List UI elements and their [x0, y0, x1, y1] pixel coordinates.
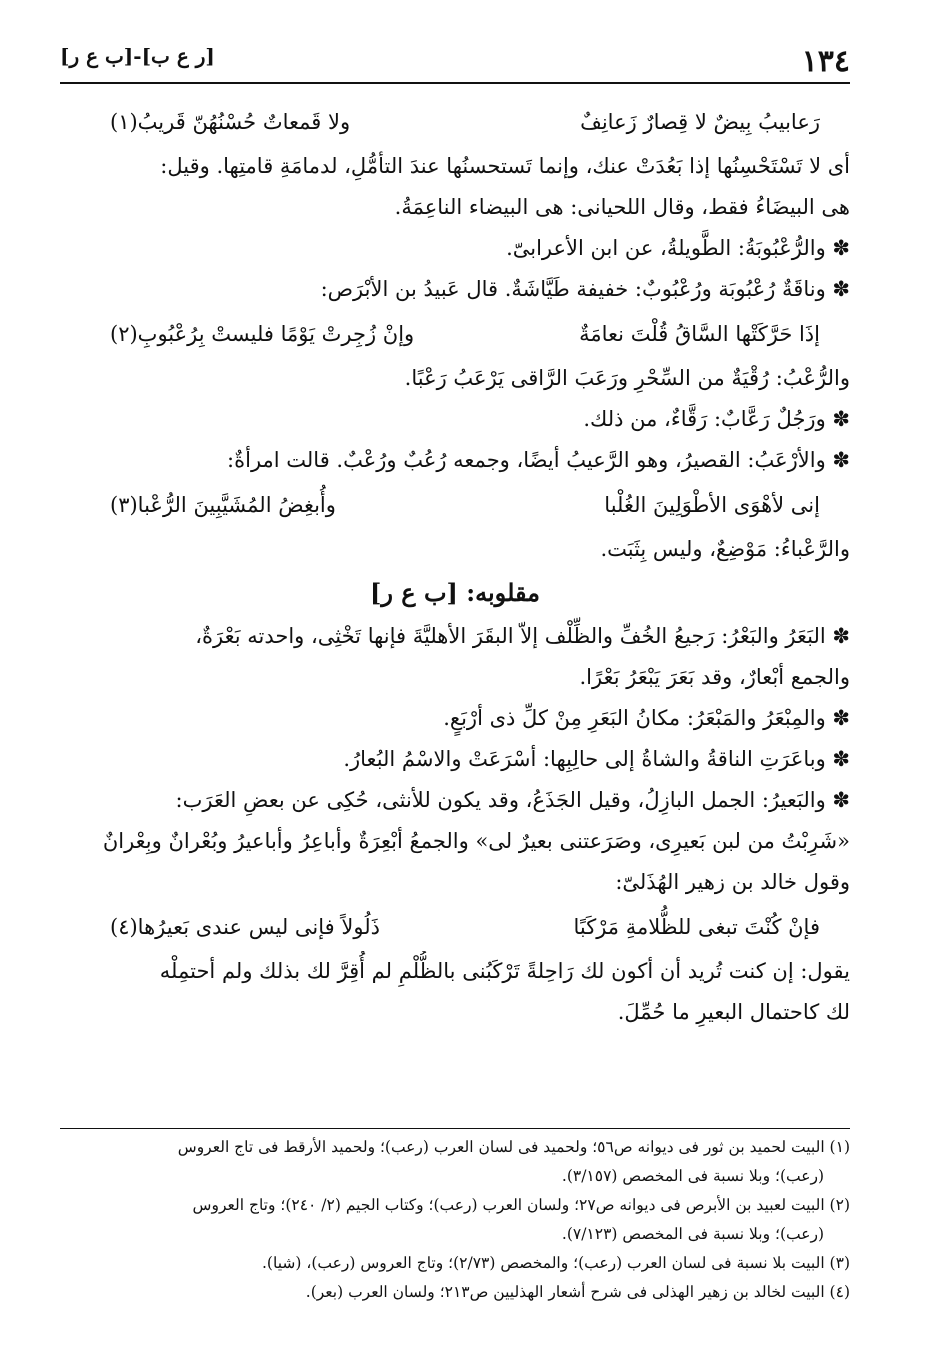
verse-second-hemistich: ولا قَمعاتٌ حُسْنُهُنّ قَريبُ(١) — [110, 110, 351, 134]
page-number: ١٣٤ — [801, 44, 850, 79]
text-line: والرَّعْباءُ: مَوْضِعٌ، وليس بِثَبَت. — [600, 537, 850, 561]
text-line: ✽ والرُّعْبُوبَةُ: الطَّويلةُ، عن ابن الأعرابىّ. — [506, 236, 850, 260]
footnote: (٢) البيت لعبيد بن الأبرص فى ديوانه ص٢٧؛ ولسان العرب (رعب)؛ وكتاب الجيم (٢/ ٢٤٠)؛ وتاج العروس — [192, 1196, 850, 1214]
running-head: [ر ع ب]-[ب ع ر] — [60, 44, 215, 68]
footnote-continuation: (رعب)؛ وبلا نسبة فى المخصص (٣/١٥٧). — [561, 1167, 824, 1185]
text-line: ✽ والبَعيرُ: الجمل البازِلُ، وقيل الجَذَعُ، وقد يكون للأنثى، حُكِى عن بعضِ العَرَب: — [175, 788, 850, 812]
text-line: والجمع أبْعارٌ، وقد بَعَرَ يَبْعَرُ بَعْرًا. — [579, 665, 850, 689]
text-line: وقول خالد بن زهير الهُذَلىّ: — [615, 870, 850, 894]
text-line: «شَرِبْتُ من لبن بَعيرِى، وصَرَعتنى بعيرٌ لى» والجمعُ أبْعِرَةٌ وأباعِرُ وأباعيرُ وبُعْرانٌ وبِعْرانٌ — [102, 829, 850, 853]
text-line: ✽ البَعَرُ والبَعْرُ: رَجيعُ الخُفِّ والظِّلْف إلاّ البقَرَ الأهليَّةَ فإنها تَخْثِى، واحدته بَعْرَةٌ، — [195, 624, 850, 648]
text-line: ✽ وناقَةٌ رُعْبُوبَة ورُعْبُوبٌ: خفيفة طَيَّاشَةٌ. قال عَبيدُ بن الأبْرَص: — [320, 277, 850, 301]
verse-second-hemistich: ذَلُولاً فإنى ليس عندى بَعيرُها(٤) — [110, 915, 380, 939]
verse-second-hemistich: وإنْ زُجِرتْ يَوْمًا فليستْ بِرُعْبُوبِ(٢) — [110, 322, 415, 346]
footnote: (٤) البيت لخالد بن زهير الهذلى فى شرح أشعار الهذليين ص٢١٣؛ ولسان العرب (بعر). — [305, 1283, 850, 1301]
book-page — [60, 0, 850, 1365]
verse-first-hemistich: إنى لأهْوَى الأطْوَلِينَ الغُلْبا — [604, 493, 820, 517]
text-line: ✽ ورَجُلٌ رَعَّابٌ: رَقَّاءٌ، من ذلك. — [583, 407, 850, 431]
poetry-verse — [60, 310, 850, 358]
main-text — [60, 98, 850, 1033]
poetry-verse — [60, 98, 850, 146]
text-line: ✽ والأرْعَبُ: القصيرُ، وهو الرَّعيبُ أيضًا، وجمعه رُعُبٌ ورُعْبٌ. قالت امرأةٌ: — [227, 448, 850, 472]
section-heading: مقلوبه: [ب ع ر] — [369, 578, 541, 607]
page-header — [60, 30, 850, 84]
verse-first-hemistich: فإنْ كُنْتَ تبغى للظُّلامةِ مَرْكَبًا — [573, 915, 820, 939]
footnote-continuation: (رعب)؛ وبلا نسبة فى المخصص (٧/١٢٣). — [561, 1225, 824, 1243]
text-line: ✽ والمِبْعَرُ والمَبْعَرُ: مكانُ البَعَرِ مِنْ كلِّ ذى أرْبَعٍ. — [443, 706, 850, 730]
poetry-verse — [60, 903, 850, 951]
footnotes — [60, 1128, 850, 1307]
footnote: (١) البيت لحميد بن ثور فى ديوانه ص٥٦؛ ولحميد فى لسان العرب (رعب)؛ ولحميد الأرقط فى تاج العروس — [177, 1138, 850, 1156]
text-line: هى البيضَاءُ فقط، وقال اللحيانى: هى البيضاء الناعِمَةُ. — [394, 195, 850, 219]
text-line: ✽ وباعَرَتِ الناقةُ والشاةُ إلى حالِبِها: أسْرَعَتْ والاسْمُ البُعارُ. — [343, 747, 850, 771]
text-line: أى لا تَسْتَحْسِنُها إذا بَعُدَتْ عنك، وإنما تَستحسنُها عندَ التأمُّلِ، لدمامَةِ قامتِها. وقيل: — [160, 154, 850, 178]
text-line: يقول: إن كنت تُريد أن أكون لك رَاحِلةً تَرْكَبُنى بالظُّلْمِ لم أُقِرَّ لك بذلك ولم أحتمِلْه — [159, 959, 850, 983]
verse-first-hemistich: رَعابيبُ بِيضٌ لا قِصارٌ زَعانِفٌ — [580, 110, 820, 134]
text-line: لك كاحتمال البعيرِ ما حُمِّلَ. — [617, 1000, 850, 1024]
verse-second-hemistich: وأُبغِضُ المُشَيَّبِينَ الرُّعْبا(٣) — [110, 493, 336, 517]
text-line: والرُّعْبُ: رُقْيَةٌ من السِّحْرِ ورَعَبَ الرَّاقى يَرْعَبُ رَعْبًا. — [404, 366, 850, 390]
verse-first-hemistich: إذَا حَرَّكَتْها السَّاقُ قُلْتَ نعامَةٌ — [579, 322, 820, 346]
footnote: (٣) البيت بلا نسبة فى لسان العرب (رعب)؛ والمخصص (٢/٧٣)؛ وتاج العروس (رعب)، (شيا). — [262, 1254, 850, 1272]
poetry-verse — [60, 481, 850, 529]
